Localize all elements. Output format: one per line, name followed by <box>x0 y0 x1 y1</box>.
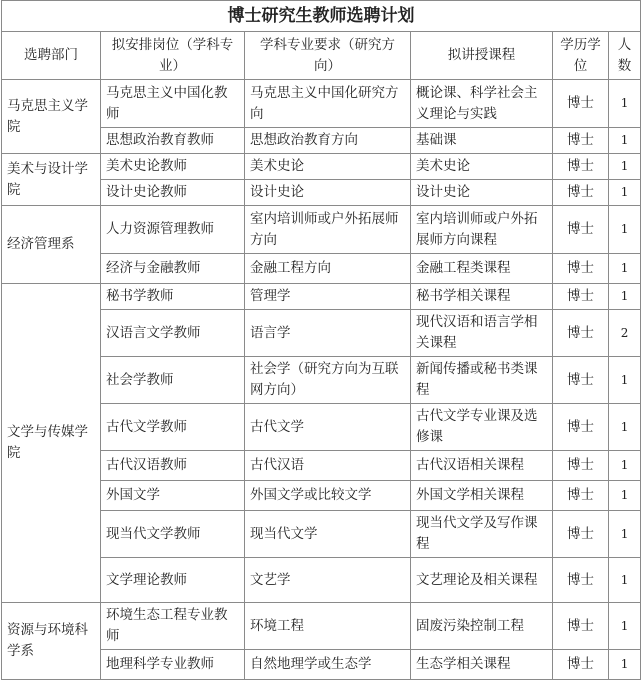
department-cell: 文学与传媒学院 <box>2 284 101 603</box>
count-cell: 1 <box>609 284 641 310</box>
department-cell: 马克思主义学院 <box>2 80 101 154</box>
degree-cell: 博士 <box>553 650 609 680</box>
position-cell: 现当代文学教师 <box>101 511 245 558</box>
major-cell: 语言学 <box>245 310 411 357</box>
department-cell: 资源与环境科学系 <box>2 603 101 680</box>
table-row <box>2 284 641 310</box>
position-cell: 思想政治教育教师 <box>101 128 245 154</box>
position-cell: 人力资源管理教师 <box>101 206 245 254</box>
courses-cell: 古代汉语相关课程 <box>411 451 553 481</box>
courses-cell: 古代文学专业课及选修课 <box>411 404 553 451</box>
degree-cell: 博士 <box>553 80 609 128</box>
department-cell: 经济管理系 <box>2 206 101 284</box>
table-row <box>2 603 641 650</box>
position-cell: 文学理论教师 <box>101 558 245 603</box>
degree-cell: 博士 <box>553 154 609 180</box>
major-cell: 文艺学 <box>245 558 411 603</box>
major-cell: 设计史论 <box>245 180 411 206</box>
department-cell: 美术与设计学院 <box>2 154 101 206</box>
degree-cell: 博士 <box>553 254 609 284</box>
major-cell: 古代汉语 <box>245 451 411 481</box>
header-department: 选聘部门 <box>2 32 101 80</box>
header-count: 人数 <box>609 32 641 80</box>
count-cell: 1 <box>609 603 641 650</box>
position-cell: 汉语言文学教师 <box>101 310 245 357</box>
major-cell: 自然地理学或生态学 <box>245 650 411 680</box>
count-cell: 1 <box>609 481 641 511</box>
courses-cell: 室内培训师或户外拓展师方向课程 <box>411 206 553 254</box>
major-cell: 室内培训师或户外拓展师方向 <box>245 206 411 254</box>
table-row <box>2 206 641 254</box>
major-cell: 外国文学或比较文学 <box>245 481 411 511</box>
position-cell: 经济与金融教师 <box>101 254 245 284</box>
degree-cell: 博士 <box>553 558 609 603</box>
courses-cell: 文艺理论及相关课程 <box>411 558 553 603</box>
degree-cell: 博士 <box>553 603 609 650</box>
degree-cell: 博士 <box>553 128 609 154</box>
major-cell: 金融工程方向 <box>245 254 411 284</box>
position-cell: 秘书学教师 <box>101 284 245 310</box>
count-cell: 1 <box>609 357 641 404</box>
header-degree: 学历学位 <box>553 32 609 80</box>
courses-cell: 设计史论 <box>411 180 553 206</box>
major-cell: 管理学 <box>245 284 411 310</box>
major-cell: 社会学（研究方向为互联网方向） <box>245 357 411 404</box>
position-cell: 外国文学 <box>101 481 245 511</box>
position-cell: 美术史论教师 <box>101 154 245 180</box>
count-cell: 1 <box>609 451 641 481</box>
courses-cell: 美术史论 <box>411 154 553 180</box>
degree-cell: 博士 <box>553 404 609 451</box>
header-major-requirement: 学科专业要求（研究方向） <box>245 32 411 80</box>
position-cell: 古代文学教师 <box>101 404 245 451</box>
count-cell: 1 <box>609 206 641 254</box>
count-cell: 1 <box>609 254 641 284</box>
major-cell: 环境工程 <box>245 603 411 650</box>
degree-cell: 博士 <box>553 451 609 481</box>
position-cell: 社会学教师 <box>101 357 245 404</box>
table-row <box>2 80 641 128</box>
courses-cell: 现代汉语和语言学相关课程 <box>411 310 553 357</box>
header-courses: 拟讲授课程 <box>411 32 553 80</box>
courses-cell: 基础课 <box>411 128 553 154</box>
position-cell: 地理科学专业教师 <box>101 650 245 680</box>
major-cell: 美术史论 <box>245 154 411 180</box>
header-position: 拟安排岗位（学科专业） <box>101 32 245 80</box>
header-row <box>2 32 641 80</box>
degree-cell: 博士 <box>553 180 609 206</box>
courses-cell: 现当代文学及写作课程 <box>411 511 553 558</box>
position-cell: 设计史论教师 <box>101 180 245 206</box>
title-row <box>2 1 641 32</box>
major-cell: 古代文学 <box>245 404 411 451</box>
courses-cell: 概论课、科学社会主义理论与实践 <box>411 80 553 128</box>
major-cell: 马克思主义中国化研究方向 <box>245 80 411 128</box>
degree-cell: 博士 <box>553 284 609 310</box>
degree-cell: 博士 <box>553 357 609 404</box>
count-cell: 1 <box>609 154 641 180</box>
major-cell: 思想政治教育方向 <box>245 128 411 154</box>
courses-cell: 金融工程类课程 <box>411 254 553 284</box>
count-cell: 1 <box>609 511 641 558</box>
recruitment-table <box>1 0 641 680</box>
count-cell: 1 <box>609 128 641 154</box>
degree-cell: 博士 <box>553 310 609 357</box>
courses-cell: 秘书学相关课程 <box>411 284 553 310</box>
courses-cell: 生态学相关课程 <box>411 650 553 680</box>
degree-cell: 博士 <box>553 511 609 558</box>
count-cell: 1 <box>609 180 641 206</box>
courses-cell: 固废污染控制工程 <box>411 603 553 650</box>
count-cell: 1 <box>609 650 641 680</box>
table-row <box>2 154 641 180</box>
degree-cell: 博士 <box>553 206 609 254</box>
position-cell: 环境生态工程专业教师 <box>101 603 245 650</box>
position-cell: 马克思主义中国化教师 <box>101 80 245 128</box>
count-cell: 2 <box>609 310 641 357</box>
table-title: 博士研究生教师选聘计划 <box>2 1 641 32</box>
courses-cell: 新闻传播或秘书类课程 <box>411 357 553 404</box>
count-cell: 1 <box>609 404 641 451</box>
position-cell: 古代汉语教师 <box>101 451 245 481</box>
count-cell: 1 <box>609 558 641 603</box>
degree-cell: 博士 <box>553 481 609 511</box>
courses-cell: 外国文学相关课程 <box>411 481 553 511</box>
count-cell: 1 <box>609 80 641 128</box>
major-cell: 现当代文学 <box>245 511 411 558</box>
